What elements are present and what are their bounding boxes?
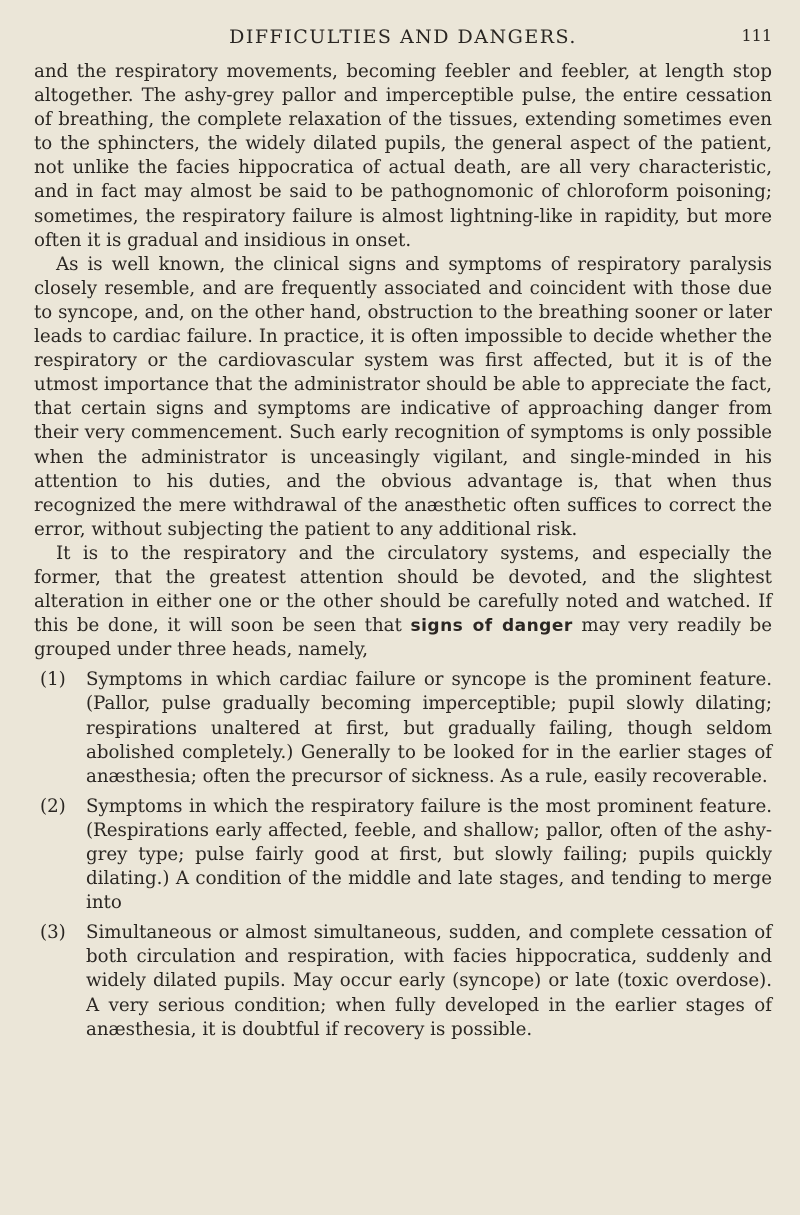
list-item-text: Symptoms in which the respiratory failure is the most prominent feature. (Respirations early affected, feeble, and shallow; pallor, often of the ashy-grey type; pulse fairly good at first, but slowly failing; pupils quickly dilating.) A condition of the middle and late stages, and tending to merge into: [86, 795, 772, 914]
list-item-number: (2): [40, 795, 66, 817]
book-page: [34, 0, 772, 1215]
list-item-text: Simultaneous or almost simultaneous, sudden, and complete cessation of both circulation and respiration, with facies hippocratica, suddenly and widely dilated pupils. May occur early (syncope) or late (toxic overdose). A very serious condition; when fully developed in the earlier stages of anæsthesia, it is doubtful if recovery is possible.: [86, 922, 772, 1040]
body-text: [34, 60, 772, 1042]
danger-heads-list: [34, 668, 772, 1041]
list-item: [40, 668, 772, 788]
list-item: [40, 921, 772, 1041]
emphasis-signs-of-danger: signs of danger: [410, 616, 573, 637]
paragraph-continuation: and the respiratory movements, becoming feebler and feebler, at length stop altogether. The ashy-grey pallor and imperceptible pulse, the entire cessation of breathing, the complete relaxation of the tissues, extending sometimes even to the sphincters, the widely dilated pupils, the general aspect of the patient, not unlike the facies hippocratica of actual death, are all very characteristic, and in fact may almost be said to be pathognomonic of chloroform poisoning; sometimes, the respiratory failure is almost lightning-like in rapidity, but more often it is gradual and insidious in onset.: [34, 61, 772, 251]
list-item-number: (3): [40, 922, 66, 944]
running-title: DIFFICULTIES AND DANGERS.: [229, 26, 577, 48]
page-number: 111: [741, 26, 772, 45]
list-item: [40, 795, 772, 915]
paragraph-text-after: may very readily be grouped under three heads, namely,: [34, 615, 772, 661]
paragraph-text-before: It is to the respiratory and the circulatory systems, and especially the former, that the greatest attention should be devoted, and the slightest alteration in either one or the other should be carefully noted and watched. If this be done, it will soon be seen that: [34, 542, 772, 637]
running-head: [34, 26, 772, 56]
paragraph-signs-of-danger: [34, 542, 772, 662]
list-item-number: (1): [40, 669, 66, 691]
paragraph-clinical-signs: As is well known, the clinical signs and symptoms of respiratory paralysis closely resemble, and are frequently associated and coincident with those due to syncope, and, on the other hand, obstruction to the breathing sooner or later leads to cardiac failure. In practice, it is often impossible to decide whether the respiratory or the cardiovascular system was first affected, but it is of the utmost importance that the administrator should be able to appreciate the fact, that certain signs and symptoms are indicative of approaching danger from their very commencement. Such early recognition of symptoms is only possible when the administrator is unceasingly vigilant, and single-minded in his attention to his duties, and the obvious advantage is, that when thus recognized the mere withdrawal of the anæsthetic often suffices to correct the error, without subjecting the patient to any additional risk.: [34, 253, 772, 540]
list-item-text: Symptoms in which cardiac failure or syncope is the prominent feature. (Pallor, pulse gradually becoming imperceptible; pupil slowly dilating; respirations unaltered at first, but gradually failing, though seldom abolished completely.) Generally to be looked for in the earlier stages of anæsthesia; often the precursor of sickness. As a rule, easily recoverable.: [86, 669, 772, 787]
